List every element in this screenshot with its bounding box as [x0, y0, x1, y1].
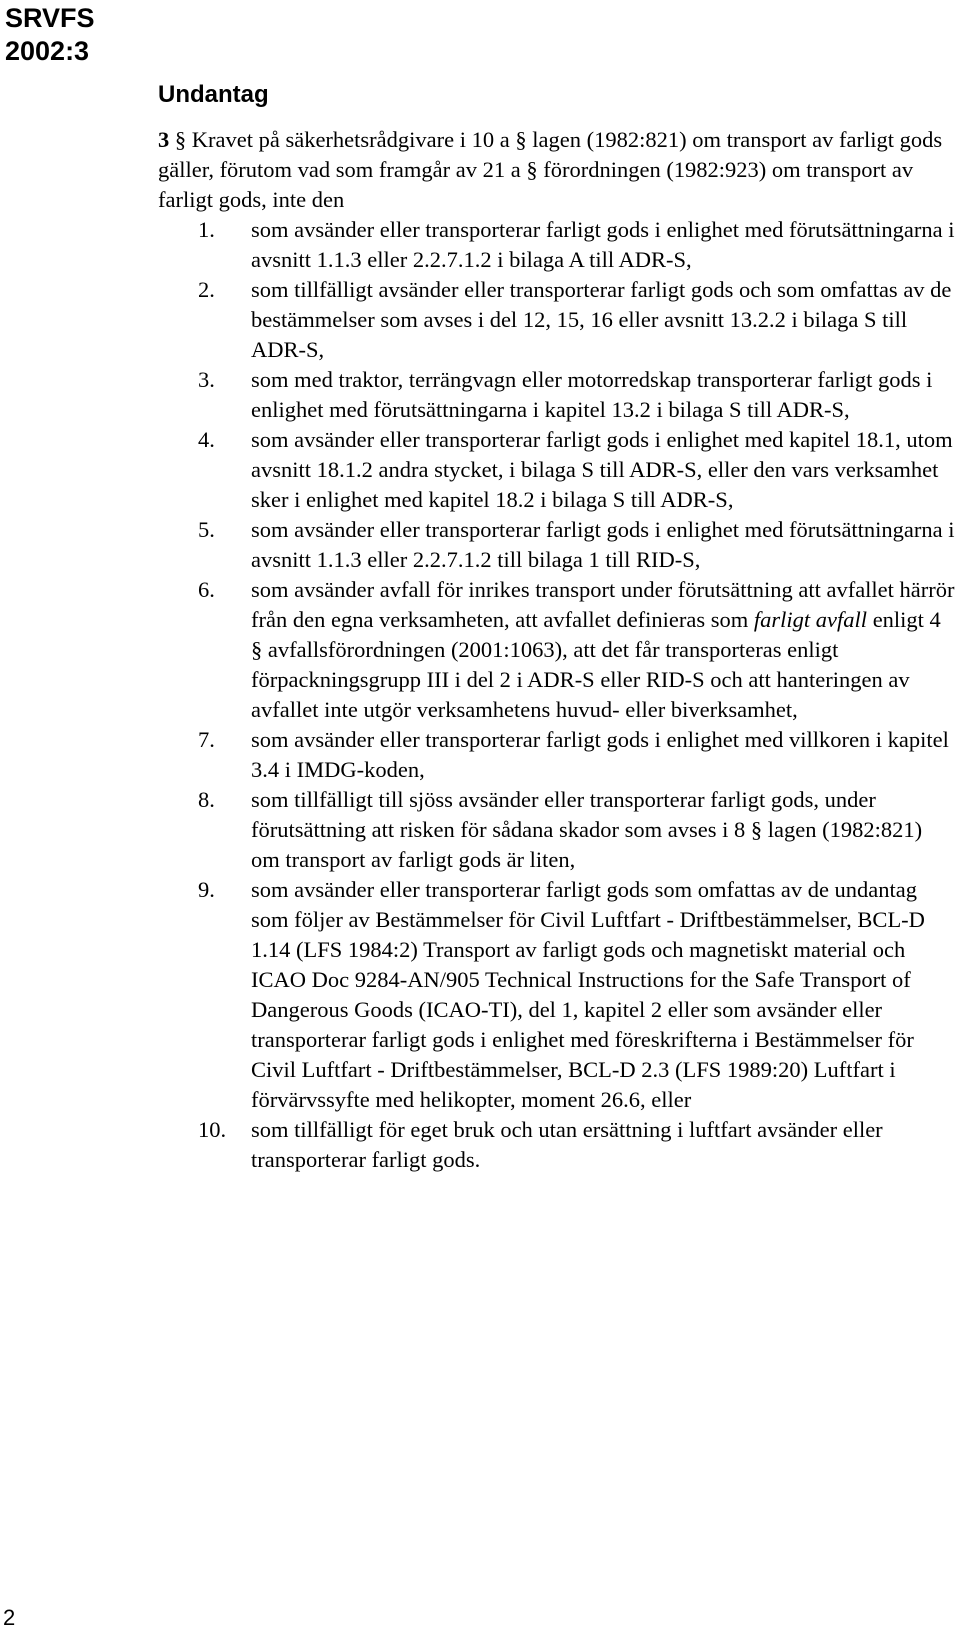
document-body	[158, 125, 958, 1175]
list-item	[158, 575, 956, 725]
list-item-number: 8.	[198, 787, 215, 812]
list-item-text-before: som avsänder avfall för inrikes transport under förutsättning att avfallet härrör från den egna verksamheten, att avfallet definieras som	[251, 577, 955, 632]
list-item-text: som tillfälligt till sjöss avsänder eller transporterar farligt gods, under förutsättning att risken för sådana skador som avses i 8 § lagen (1982:821) om transport av farligt gods är liten,	[251, 787, 923, 872]
list-item-text-after: enligt 4 § avfallsförordningen (2001:1063), att det får transporteras enligt förpackningsgrupp III i del 2 i ADR-S eller RID-S och att hanteringen av avfallet inte utgör verksamhetens huvud- eller biverksamhet,	[251, 607, 941, 722]
list-item	[158, 515, 956, 575]
issue-number: 2002:3	[5, 36, 90, 66]
list-item-text: som avsänder eller transporterar farligt gods i enlighet med kapitel 18.1, utom avsnitt 18.1.2 andra stycket, i bilaga S till ADR-S, eller den vars verksamhet sker i enlighet med kapitel 18.2 i bilaga S till ADR-S,	[251, 427, 953, 512]
list-item-text	[251, 577, 955, 722]
list-item-text: som tillfälligt avsänder eller transporterar farligt gods och som omfattas av de bestämmelser som avses i del 12, 15, 16 eller avsnitt 13.2.2 i bilaga S till ADR-S,	[251, 277, 952, 362]
list-item	[158, 275, 956, 365]
page-number: 2	[3, 1605, 16, 1630]
section-heading: Undantag	[158, 81, 269, 108]
list-item-text: som tillfälligt för eget bruk och utan ersättning i luftfart avsänder eller transporterar farligt gods.	[251, 1117, 883, 1172]
list-item-number: 1.	[198, 217, 215, 242]
list-item-number: 10.	[198, 1117, 227, 1142]
list-item	[158, 365, 956, 425]
list-item	[158, 1115, 956, 1175]
list-item	[158, 785, 956, 875]
list-item-number: 2.	[198, 277, 215, 302]
list-item-number: 4.	[198, 427, 215, 452]
list-item-number: 3.	[198, 367, 215, 392]
document-header	[5, 2, 95, 68]
list-item-number: 7.	[198, 727, 215, 752]
list-item	[158, 725, 956, 785]
list-item-number: 9.	[198, 877, 215, 902]
italic-term: farligt avfall	[753, 607, 868, 632]
list-item	[158, 215, 956, 275]
exception-list	[158, 215, 958, 1175]
list-item-text: som avsänder eller transporterar farligt gods i enlighet med villkoren i kapitel 3.4 i IMDG-koden,	[251, 727, 949, 782]
list-item-text: som med traktor, terrängvagn eller motorredskap transporterar farligt gods i enlighet med förutsättningarna i kapitel 13.2 i bilaga S till ADR-S,	[251, 367, 933, 422]
list-item	[158, 425, 956, 515]
list-item-text: som avsänder eller transporterar farligt gods i enlighet med förutsättningarna i avsnitt 1.1.3 eller 2.2.7.1.2 i bilaga A till ADR-S,	[251, 217, 955, 272]
intro-text: § Kravet på säkerhetsrådgivare i 10 a § lagen (1982:821) om transport av farligt gods gäller, förutom vad som framgår av 21 a § förordningen (1982:923) om transport av farligt gods, inte den	[158, 127, 943, 212]
intro-paragraph	[158, 125, 948, 215]
section-number: 3	[158, 127, 170, 152]
list-item	[158, 875, 956, 1115]
list-item-number: 5.	[198, 517, 215, 542]
list-item-text: som avsänder eller transporterar farligt gods som omfattas av de undantag som följer av Bestämmelser för Civil Luftfart - Driftbestämmelser, BCL-D 1.14 (LFS 1984:2) Transport av farligt gods och magnetiskt material och ICAO Doc 9284-AN/905 Technical Instructions for the Safe Transport of Dangerous Goods (ICAO-TI), del 1, kapitel 2 eller som avsänder eller transporterar farligt gods i enlighet med föreskrifterna i Bestämmelser för Civil Luftfart - Driftbestämmelser, BCL-D 2.3 (LFS 1989:20) Luftfart i förvärvssyfte med helikopter, moment 26.6, eller	[251, 877, 925, 1112]
list-item-number: 6.	[198, 577, 215, 602]
list-item-text: som avsänder eller transporterar farligt gods i enlighet med förutsättningarna i avsnitt 1.1.3 eller 2.2.7.1.2 till bilaga 1 till RID-S,	[251, 517, 955, 572]
series-label: SRVFS	[5, 3, 95, 33]
